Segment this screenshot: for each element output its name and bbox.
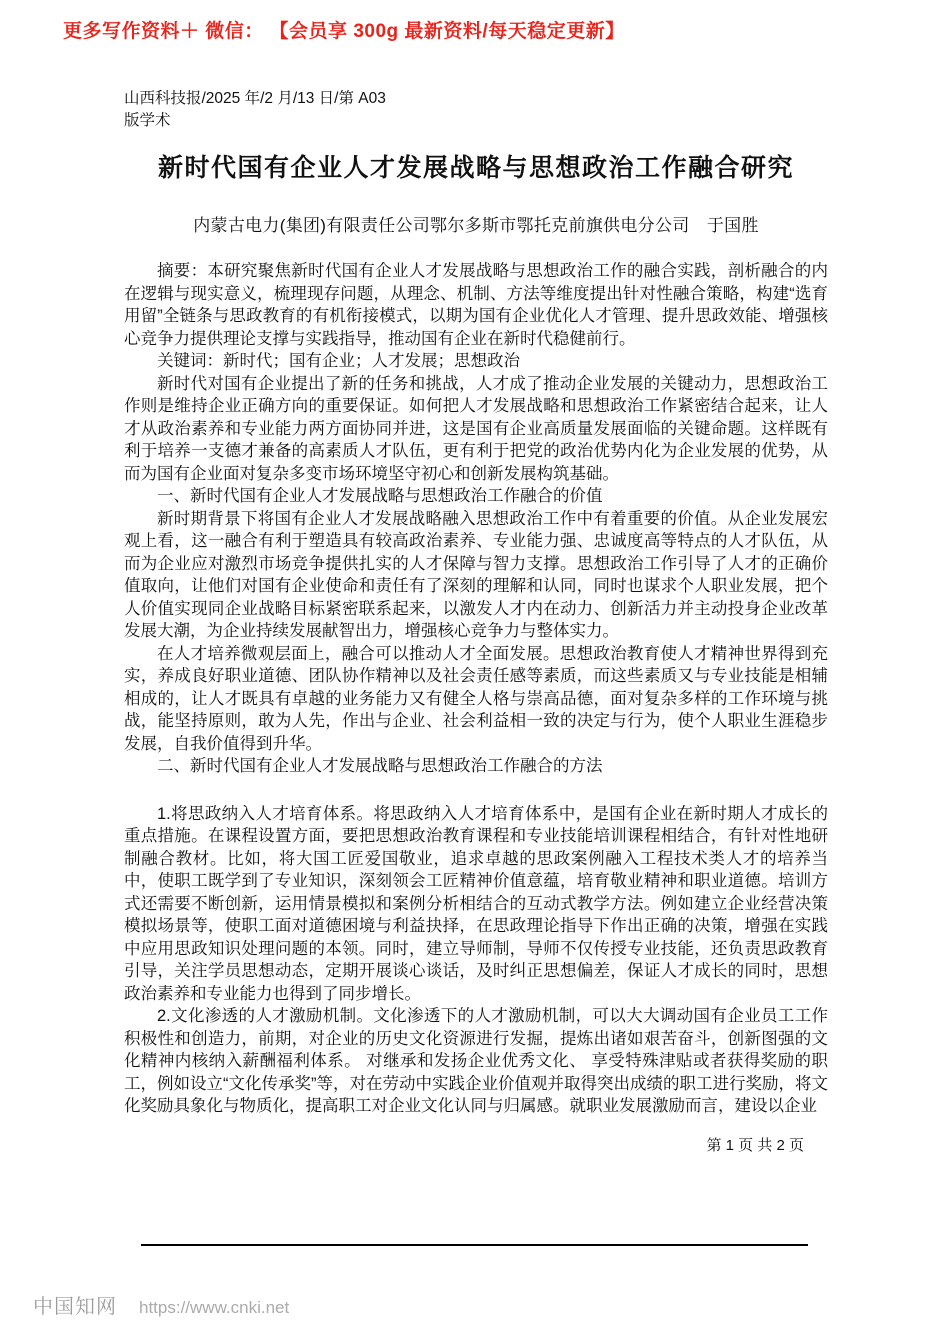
section-2-paragraph-2: 2.文化渗透的人才激励机制。文化渗透下的人才激励机制，可以大大调动国有企业员工工作积极性和创造力，前期，对企业的历史文化资源进行发掘，提炼出诸如艰苦奋斗，创新图强的文化精神内核纳入薪酬福利体系。 对继承和发扬企业优秀文化、 享受特殊津贴或者获得奖励的职工，例如设立“文化传承奖”等，对在劳动中实践企业价值观并取得突出成绩的职工进行奖励，将文化奖励具象化与物质化，提高职工对企业文化认同与归属感。就职业发展激励而言，建设以企业	[124, 1007, 828, 1115]
section-1-heading: 一、新时代国有企业人才发展战略与思想政治工作融合的价值	[157, 487, 603, 505]
site-footer	[33, 1290, 289, 1319]
keywords-line: 关键词：新时代；国有企业；人才发展；思想政治	[157, 352, 520, 370]
section-2-heading: 二、新时代国有企业人才发展战略与思想政治工作融合的方法	[157, 757, 603, 775]
publication-source	[124, 88, 828, 132]
abstract-paragraph: 摘要：本研究聚焦新时代国有企业人才发展战略与思想政治工作的融合实践，剖析融合的内在逻辑与现实意义，梳理现存问题，从理念、机制、方法等维度提出针对性融合策略，构建“选育用留”全链条与思政教育的有机衔接模式，以期为国有企业优化人才管理、提升思政效能、增强核心竞争力提供理论支撑与实践指导，推动国有企业在新时代稳健前行。	[124, 262, 828, 348]
article-body	[124, 260, 828, 1118]
promo-banner-text: 更多写作资料＋ 微信： 【会员享 300g 最新资料/每天稳定更新】	[63, 21, 625, 42]
article-content	[124, 148, 828, 1155]
publication-source-line2: 版学术	[124, 112, 171, 129]
footer-divider-line	[141, 1244, 808, 1246]
cnki-logo: 中国知网	[33, 1296, 117, 1318]
article-author-affiliation: 内蒙古电力(集团)有限责任公司鄂尔多斯市鄂托克前旗供电分公司 于国胜	[193, 216, 759, 235]
section-1-paragraph-2: 在人才培养微观层面上，融合可以推动人才全面发展。思想政治教育使人才精神世界得到充实，养成良好职业道德、团队协作精神以及社会责任感等素质，而这些素质又与专业技能是相辅相成的，让人才既具有卓越的业务能力又有健全人格与崇高品德，面对复杂多样的工作环境与挑战，能坚持原则，敢为人先，作出与企业、社会利益相一致的决定与行为，使个人职业生涯稳步发展，自我价值得到升华。	[124, 644, 828, 753]
section-1-paragraph-1: 新时期背景下将国有企业人才发展战略融入思想政治工作中有着重要的价值。从企业发展宏观上看，这一融合有利于塑造具有较高政治素养、专业能力强、忠诚度高等特点的人才队伍，从而为企业应对激烈市场竞争提供扎实的人才保障与智力支撑。思想政治工作引导了人才的正确价值取向，让他们对国有企业使命和责任有了深刻的理解和认同，同时也谋求个人职业发展，把个人价值实现同企业战略目标紧密联系起来，以激发人才内在动力、创新活力并主动投身企业改革发展大潮，为企业持续发展献智出力，增强核心竞争力与整体实力。	[124, 509, 828, 640]
publication-source-line1: 山西科技报/2025 年/2 月/13 日/第 A03	[124, 90, 386, 107]
section-2-paragraph-1: 1.将思政纳入人才培育体系。将思政纳入人才培育体系中，是国有企业在新时期人才成长的重点措施。在课程设置方面，要把思想政治教育课程和专业技能培训课程相结合，有针对性地研制融合教材。比如，将大国工匠爱国敬业，追求卓越的思政案例融入工程技术类人才的培养当中，使职工既学到了专业知识，深刻领会工匠精神价值意蕴，培育敬业精神和职业道德。培训方式还需要不断创新，运用情景模拟和案例分析相结合的互动式教学方法。例如建立企业经营决策模拟场景等，使职工面对道德困境与利益抉择，在思政理论指导下作出正确的决策，增强在实践中应用思政知识处理问题的本领。同时，建立导师制，导师不仅传授专业技能，还负责思政教育引导，关注学员思想动态，定期开展谈心谈话，及时纠正思想偏差，保证人才成长的同时，思想政治素养和专业能力也得到了同步增长。	[124, 804, 828, 1003]
cnki-url: https://www.cnki.net	[139, 1298, 290, 1317]
introduction-paragraph: 新时代对国有企业提出了新的任务和挑战，人才成了推动企业发展的关键动力，思想政治工作则是维持企业正确方向的重要保证。如何把人才发展战略和思想政治工作紧密结合起来，让人才从政治素养和专业能力两方面协同并进，这是国有企业高质量发展面临的关键命题。这样既有利于培养一支德才兼备的高素质人才队伍，更有利于把党的政治优势内化为企业发展的优势，从而为国有企业面对复杂多变市场环境坚守初心和创新发展构筑基础。	[124, 374, 828, 483]
article-title: 新时代国有企业人才发展战略与思想政治工作融合研究	[157, 154, 794, 182]
page-number-indicator: 第 1 页 共 2 页	[706, 1136, 804, 1154]
